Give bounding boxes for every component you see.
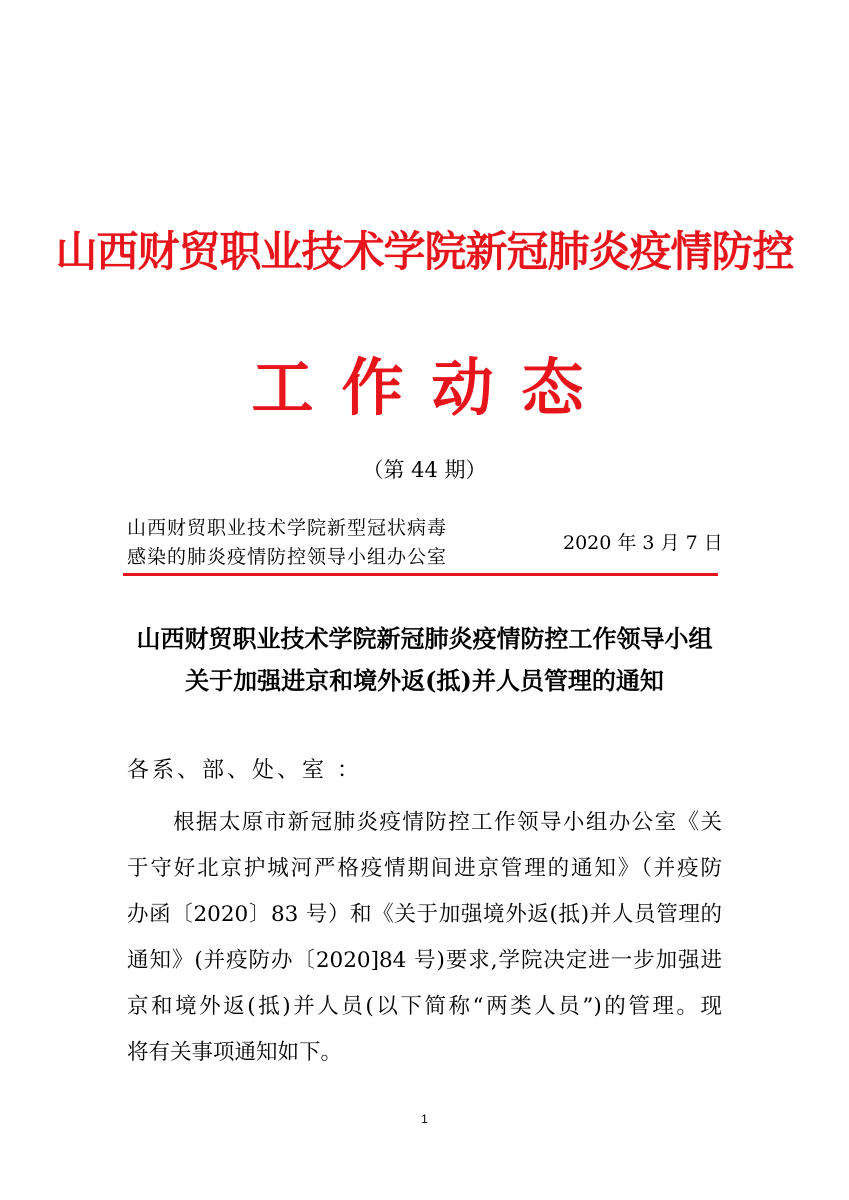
masthead-title: 山西财贸职业技术学院新冠肺炎疫情防控 [55,227,794,276]
body-line: 京和境外返(抵)并人员(以下简称“两类人员”)的管理。现 [127,994,722,1019]
issue-date: 2020 年 3 月 7 日 [563,532,723,554]
salutation: 各系、部、处、室 ： [127,758,362,783]
document-title-line: 关于加强进京和境外返(抵)并人员管理的通知 [185,666,664,695]
body-line: 根据太原市新冠肺炎疫情防控工作领导小组办公室《关 [173,810,722,835]
masthead-subtitle: 工作动态 [251,351,612,424]
document-title [0,618,849,702]
body-line: 将有关事项通知如下。 [127,1040,343,1065]
issuer-block [127,514,447,572]
page-number: 1 [421,1112,428,1126]
body-line: 通知》(并疫防办〔2020]84 号)要求,学院决定进一步加强进 [127,948,722,973]
issuer-line: 感染的肺炎疫情防控领导小组办公室 [127,546,448,568]
issue-number: （第 44 期） [362,458,487,482]
body-line: 办函〔2020〕83 号）和《关于加强境外返(抵)并人员管理的 [127,902,722,927]
body-line: 于守好北京护城河严格疫情期间进京管理的通知》（并疫防 [127,856,722,881]
issuer-line: 山西财贸职业技术学院新型冠状病毒 [127,517,448,539]
body-paragraph [127,800,722,1076]
red-divider [123,573,718,576]
document-title-line: 山西财贸职业技术学院新冠肺炎疫情防控工作领导小组 [136,624,713,653]
